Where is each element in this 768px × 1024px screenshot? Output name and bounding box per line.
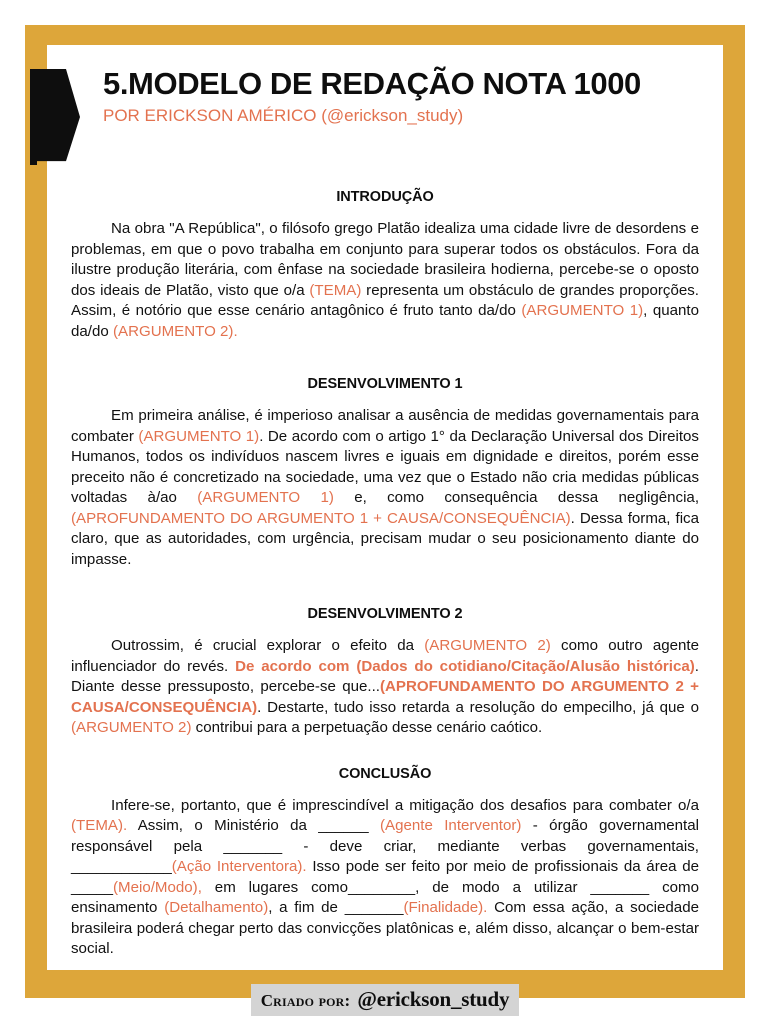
- placeholder-token: (ARGUMENTO 1): [138, 427, 260, 445]
- fill-in-blank: _____: [71, 878, 113, 896]
- document-header: [47, 67, 723, 159]
- text-run: . Destarte, tudo isso retarda a resolução do empecilho, já que o: [257, 698, 699, 716]
- placeholder-token: (ARGUMENTO 2): [71, 719, 192, 737]
- text-run: Isso pode ser feito por meio de profissionais da área de: [306, 858, 699, 876]
- credit-handle: @erickson_study: [357, 986, 510, 1011]
- placeholder-token: (ARGUMENTO 2).: [112, 322, 238, 340]
- section-heading-introducao: INTRODUÇÃO: [336, 189, 434, 205]
- text-run: Infere-se, portanto, que é imprescindível a mitigação dos desafios para combater o/a: [111, 796, 699, 814]
- placeholder-token: (Meio/Modo),: [112, 878, 202, 896]
- fill-in-blank: ______: [318, 817, 369, 835]
- text-run: . Diante desse pressuposto, percebe-se que...: [71, 657, 699, 696]
- text-run: , quanto da/do: [71, 302, 699, 340]
- fill-in-blank: _______: [590, 878, 650, 896]
- title-block: [47, 67, 723, 126]
- credit-label: Criado por:: [260, 990, 351, 1010]
- page-subtitle: POR ERICKSON AMÉRICO (@erickson_study): [103, 106, 464, 126]
- section-paragraph-conclusao: [71, 796, 699, 960]
- text-run: Com essa ação, a sociedade brasileira poderá chegar perto das convicções platônicas e, além disso, alcançar o bem-estar social.: [71, 899, 699, 958]
- fill-in-blank: ________: [348, 878, 416, 896]
- text-run: e, como consequência dessa negligência,: [333, 489, 700, 507]
- text-run: , a fim de: [268, 899, 345, 917]
- section-heading-desenvolvimento-1: DESENVOLVIMENTO 1: [307, 376, 463, 393]
- text-run: Em primeira análise, é imperioso analisar a ausência de medidas governamentais para combater: [71, 407, 699, 445]
- page-title: 5.MODELO DE REDAÇÃO NOTA 1000: [103, 66, 641, 101]
- placeholder-token: (Agente Interventor): [380, 817, 522, 835]
- placeholder-token: (APROFUNDAMENTO DO ARGUMENTO 1 + CAUSA/CONSEQUÊNCIA): [71, 509, 571, 527]
- text-run: , de modo a utilizar: [415, 878, 591, 896]
- credit-badge: [251, 984, 520, 1016]
- section-heading-conclusao: CONCLUSÃO: [338, 765, 432, 782]
- placeholder-token: (ARGUMENTO 2): [424, 637, 551, 655]
- document-footer: [71, 984, 699, 1016]
- text-run: Outrossim, é crucial explorar o efeito da: [111, 637, 425, 655]
- text-run: . Dessa forma, fica claro, que as autoridades, com urgência, precisam mudar o seu posicionamento diante do impasse.: [71, 509, 699, 568]
- text-run: representa um obstáculo de grandes proporções. Assim, é notório que esse cenário antagônico é fruto tanto da/do: [71, 281, 699, 320]
- section-paragraph-desenvolvimento-1: [71, 406, 699, 570]
- text-run: Assim, o Ministério da: [127, 817, 319, 835]
- section-conclusao: [71, 766, 699, 960]
- section-desenvolvimento-2: [71, 606, 699, 739]
- text-run: como ensinamento: [71, 878, 699, 917]
- placeholder-token: De acordo com (Dados do cotidiano/Citação/Alusão histórica): [235, 657, 695, 675]
- placeholder-token: (TEMA).: [71, 817, 128, 835]
- section-paragraph-introducao: [71, 219, 699, 342]
- text-run: - órgão governamental responsável pela: [71, 817, 700, 855]
- text-run: como outro agente influenciador do revés.: [71, 637, 700, 675]
- document-content: [47, 189, 723, 1016]
- placeholder-token: (Finalidade).: [403, 899, 488, 917]
- text-run: contribui para a perpetuação desse cenário caótico.: [191, 719, 543, 737]
- page-border-frame: [25, 25, 745, 1011]
- text-run: - deve criar, mediante verbas governamentais,: [282, 837, 699, 855]
- fill-in-blank: _______: [344, 899, 404, 917]
- section-desenvolvimento-1: [71, 376, 699, 570]
- section-paragraph-desenvolvimento-2: [71, 636, 699, 739]
- text-run: em lugares como: [201, 878, 348, 896]
- placeholder-token: (Detalhamento): [164, 899, 269, 917]
- placeholder-token: (ARGUMENTO 1): [521, 302, 644, 320]
- text-run: [369, 817, 380, 834]
- placeholder-token: (ARGUMENTO 1): [197, 489, 334, 507]
- placeholder-token: (APROFUNDAMENTO DO ARGUMENTO 2 + CAUSA/CONSEQUÊNCIA): [71, 678, 699, 716]
- text-run: Na obra "A República", o filósofo grego Platão idealiza uma cidade livre de desordens e problemas, em que o povo trabalha em conjunto para superar todos os obstáculos. Fora da ilustre produção literária, com ênfase na sociedade brasileira hodierna, percebe-se o oposto dos ideais de Platão, visto que o/a: [71, 220, 699, 299]
- section-heading-desenvolvimento-2: DESENVOLVIMENTO 2: [307, 606, 463, 623]
- text-run: . De acordo com o artigo 1° da Declaração Universal dos Direitos Humanos, todos os indivíduos nascem livres e iguais em dignidade e direitos, porém esse preceito não é concretizado na sociedade, uma vez que o Estado não cria medidas públicas voltadas à/ao: [71, 427, 699, 507]
- placeholder-token: (Ação Interventora).: [171, 858, 307, 876]
- placeholder-token: (TEMA): [309, 281, 362, 299]
- fill-in-blank: ____________: [71, 858, 172, 876]
- section-introducao: [71, 189, 699, 342]
- document-sheet: [47, 45, 723, 1011]
- fill-in-blank: _______: [223, 837, 283, 855]
